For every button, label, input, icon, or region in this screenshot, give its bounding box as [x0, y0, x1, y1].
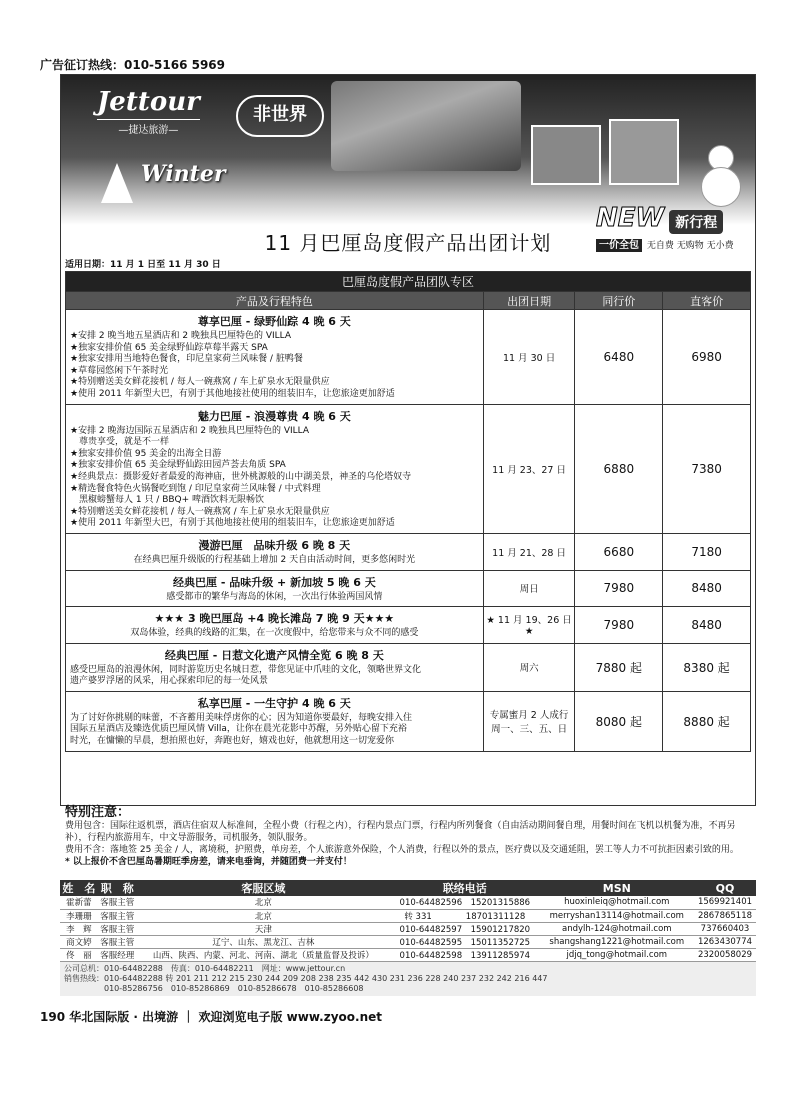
staff-msn: huoxinleiq@hotmail.com	[540, 896, 694, 909]
product-title: 私享巴厘 - 一生守护 4 晚 6 天	[197, 696, 351, 710]
direct-price: 8480	[663, 607, 751, 644]
product-line: ★特别赠送美女鲜花接机 / 每人一碗燕窝 / 车上矿泉水无限量供应	[70, 377, 330, 388]
product-line: ★安排 2 晚当地五星酒店和 2 晚独具巴厘特色的 VILLA	[70, 331, 292, 341]
jettour-logo	[97, 87, 200, 136]
departure-date: 周日	[483, 570, 575, 607]
product-line: ★独家安排用当地特色餐食，印尼皇家荷兰风味餐 / 脏鸭餐	[70, 354, 303, 365]
wonderland-logo: 非世界	[236, 95, 324, 137]
product-line: 为了讨好你挑剔的味蕾，不吝蓄用美味俘虏你的心；因为知道你要最好，每晚安排入住	[70, 712, 413, 723]
staff-col: 客服区域	[137, 880, 390, 896]
fee-include: 费用包含：国际往返机票，酒店住宿双人标准间，全程小费（行程之内），行程内景点门票，行程内所列餐食（自由活动期间餐自理，用餐时间在飞机以机餐为准，不再另补），行程内旅游用车，中文导游服务，司机服务，领队服务。	[65, 821, 736, 843]
product-cell	[66, 607, 484, 644]
staff-qq: 1569921401	[694, 896, 756, 909]
logo-en: Jettour	[97, 87, 200, 117]
direct-price: 6980	[663, 310, 751, 405]
ad-hotline: 广告征订热线：010-5166 5969	[40, 58, 226, 72]
product-line: ★特别赠送美女鲜花接机 / 每人一碗燕窝 / 车上矿泉水无限量供应	[70, 506, 330, 517]
direct-price: 8880 起	[663, 691, 751, 751]
staff-col: 姓 名	[60, 880, 98, 896]
direct-price: 7380	[663, 404, 751, 533]
badge-item: 无购物	[676, 240, 704, 251]
staff-row	[60, 896, 756, 909]
staff-msn: andylh-124@hotmail.com	[540, 922, 694, 935]
staff-phone: 010-64482597 15901217820	[390, 922, 540, 935]
peer-price: 8080 起	[575, 691, 663, 751]
departure-date: 专属蜜月 2 人成行 周一、三、五、日	[483, 691, 575, 751]
fee-exclude: 费用不含：落地签 25 美金 / 人，离境税，护照费，单房差，个人旅游意外保险，个人消费，行程以外的景点，医疗费以及交通延阻，罢工等人力不可抗拒因素引致的用。	[65, 845, 739, 855]
product-line: ★经典景点：摄影爱好者最爱的海神庙，世外桃源般的山中湖美景，神圣的乌伦塔奴寺	[70, 471, 412, 482]
staff-title: 客服主管	[98, 922, 137, 935]
page-footer: 190 华北国际版 · 出境游 ｜ 欢迎浏览电子版 www.zyoo.net	[40, 1010, 382, 1024]
contact-line: 销售热线：010-64482288 转 201 211 212 215 230 244 209 208 238 235 442 430 231 236 228 240 237 232 242 216 447	[64, 973, 548, 983]
new-itinerary-badge	[596, 203, 756, 263]
staff-qq: 2320058029	[694, 948, 756, 961]
staff-msn: merryshan13114@hotmail.com	[540, 909, 694, 922]
company-contacts	[60, 962, 756, 996]
peer-price: 6480	[575, 310, 663, 405]
staff-col: 联络电话	[390, 880, 540, 896]
staff-region: 辽宁、山东、黑龙江、吉林	[137, 935, 390, 948]
product-cell	[66, 570, 484, 607]
product-line: ★独家安排价值 65 美金绿野仙踪田园芦荟去角质 SPA	[70, 460, 286, 471]
staff-name: 佟 丽	[60, 948, 98, 961]
staff-title: 客服主管	[98, 935, 137, 948]
couple-photo	[609, 119, 679, 185]
product-cell	[66, 643, 484, 691]
advertisement	[60, 74, 756, 867]
product-line: ★独家安排价值 95 美金的出海全日游	[70, 448, 222, 459]
contact-line: 公司总机：010-64482288 传真：010-64482211 网址：www.jettour.cn	[64, 963, 346, 973]
staff-msn: jdjq_tong@hotmail.com	[540, 948, 694, 961]
product-line: 国际五星酒店及臻选优质巴厘风情 Villa，让你在晨光花影中苏醒，另外贴心留下充裕	[70, 724, 407, 735]
product-cell	[66, 404, 484, 533]
product-line: 时光，在慵懒的早晨，想拍照也好，奔跑也好，嬉戏也好，他就想用这一切宠爱你	[70, 736, 395, 747]
staff-row	[60, 948, 756, 961]
product-line: ★安排 2 晚海边国际五星酒店和 2 晚独具巴厘特色的 VILLA	[70, 425, 310, 436]
staff-col: 职 称	[98, 880, 137, 896]
product-line: 黑椒螃蟹每人 1 只 / BBQ+ 啤酒饮料无限畅饮	[70, 495, 265, 506]
peer-price: 6680	[575, 533, 663, 570]
product-line: 在经典巴厘升级版的行程基础上增加 2 天自由活动时间，更多悠闲时光	[133, 554, 416, 565]
departure-date: ★ 11 月 19、26 日★	[483, 607, 575, 644]
staff-region: 天津	[137, 922, 390, 935]
staff-row	[60, 909, 756, 922]
product-line: 感受都市的繁华与海岛的休闲，一次出行体验两国风情	[166, 591, 383, 602]
product-row	[66, 607, 751, 644]
product-cell	[66, 310, 484, 405]
product-line: 遗产婆罗浮屠的风采，用心探索印尼的每一处风景	[70, 676, 269, 687]
peer-price: 6880	[575, 404, 663, 533]
product-title: 魅力巴厘 - 浪漫尊贵 4 晚 6 天	[197, 409, 351, 423]
product-row	[66, 643, 751, 691]
product-line: ★使用 2011 年新型大巴，有别于其他地接社使用的组装旧车，让您旅途更加舒适	[70, 518, 395, 529]
direct-price: 8480	[663, 570, 751, 607]
zone-title: 巴厘岛度假产品团队专区	[66, 272, 751, 292]
peer-price: 7880 起	[575, 643, 663, 691]
valid-dates: 适用日期：11 月 1 日至 11 月 30 日	[65, 260, 221, 270]
departure-date: 11 月 21、28 日	[483, 533, 575, 570]
col-direct-price: 直客价	[663, 292, 751, 310]
product-line: 感受巴厘岛的浪漫休闲，同时游览历史名城日惹，带您见证中爪哇的文化，领略世界文化	[70, 664, 422, 675]
staff-col: QQ	[694, 880, 756, 896]
departure-date: 11 月 23、27 日	[483, 404, 575, 533]
winter-label: Winter	[141, 161, 226, 187]
staff-phone: 转 331 18701311128	[390, 909, 540, 922]
staff-qq: 2867865118	[694, 909, 756, 922]
staff-region: 北京	[137, 896, 390, 909]
product-title: ★★★ 3 晚巴厘岛 +4 晚长滩岛 7 晚 9 天★★★	[154, 612, 395, 626]
product-line: ★精选餐食特色火锅餐吃到饱 / 印尼皇家荷兰风味餐 / 中式料理	[70, 483, 321, 494]
staff-name: 霍新蕾	[60, 896, 98, 909]
resort-photo	[531, 125, 601, 185]
staff-phone: 010-64482595 15011352725	[390, 935, 540, 948]
product-row	[66, 570, 751, 607]
tree-icon	[101, 163, 133, 203]
notes-remark: * 以上报价不含巴厘岛暑期旺季房差，请来电垂询，并随团费一并支付！	[65, 857, 352, 867]
staff-region: 北京	[137, 909, 390, 922]
col-date: 出团日期	[483, 292, 575, 310]
product-row	[66, 533, 751, 570]
staff-table	[60, 880, 756, 962]
badge-item: 无自费	[646, 240, 674, 251]
product-line: ★使用 2011 年新型大巴，有别于其他地接社使用的组装旧车，让您旅途更加舒适	[70, 388, 395, 399]
contact-line: 010-85286756 010-85286869 010-85286678 010-85286608	[64, 983, 364, 993]
product-cell	[66, 691, 484, 751]
col-product: 产品及行程特色	[66, 292, 484, 310]
departure-date: 11 月 30 日	[483, 310, 575, 405]
staff-region: 山西、陕西、内蒙、河北、河南、湖北（质量监督及投诉）	[137, 948, 390, 961]
staff-phone: 010-64482596 15201315886	[390, 896, 540, 909]
staff-msn: shangshang1221@hotmail.com	[540, 935, 694, 948]
product-title: 经典巴厘 - 日惹文化遗产风情全览 6 晚 8 天	[164, 648, 384, 662]
staff-name: 李珊珊	[60, 909, 98, 922]
staff-row	[60, 922, 756, 935]
staff-name: 商文婷	[60, 935, 98, 948]
page-title: 11 月巴厘岛度假产品出团计划	[264, 231, 552, 255]
staff-title: 客服主管	[98, 896, 137, 909]
pool-photo	[331, 81, 521, 171]
staff-section	[60, 880, 756, 996]
staff-phone: 010-64482598 13911285974	[390, 948, 540, 961]
staff-name: 李 辉	[60, 922, 98, 935]
badge-item: 无小费	[706, 240, 734, 251]
product-row	[66, 404, 751, 533]
direct-price: 8380 起	[663, 643, 751, 691]
peer-price: 7980	[575, 570, 663, 607]
product-line: 尊贵享受，就是不一样	[70, 437, 170, 448]
product-row	[66, 691, 751, 751]
product-cell	[66, 533, 484, 570]
product-row	[66, 310, 751, 405]
departure-date: 周六	[483, 643, 575, 691]
direct-price: 7180	[663, 533, 751, 570]
product-line: 双岛体验，经典的线路的汇集，在一次度假中，给您带来与众不同的感受	[130, 628, 419, 639]
notes	[65, 801, 751, 868]
peer-price: 7980	[575, 607, 663, 644]
staff-title: 客服主管	[98, 909, 137, 922]
logo-cn: —捷达旅游—	[97, 119, 200, 136]
col-peer-price: 同行价	[575, 292, 663, 310]
staff-qq: 737660403	[694, 922, 756, 935]
new-label: NEW	[596, 203, 665, 233]
staff-row	[60, 935, 756, 948]
one-price-label: 一价全包	[596, 239, 642, 252]
new-itinerary-label: 新行程	[669, 210, 723, 234]
product-line: ★草莓园悠闲下午茶时光	[70, 365, 169, 376]
product-title: 尊享巴厘 - 绿野仙踪 4 晚 6 天	[197, 315, 351, 328]
product-title: 经典巴厘 - 品味升级 + 新加坡 5 晚 6 天	[172, 575, 376, 589]
product-table	[65, 271, 751, 752]
product-line: ★独家安排价值 65 美金绿野仙踪草莓半露天 SPA	[70, 342, 268, 353]
staff-qq: 1263430774	[694, 935, 756, 948]
product-title: 漫游巴厘 品味升级 6 晚 8 天	[198, 538, 351, 552]
notes-title: 特别注意：	[65, 805, 131, 820]
staff-title: 客服经理	[98, 948, 137, 961]
staff-col: MSN	[540, 880, 694, 896]
